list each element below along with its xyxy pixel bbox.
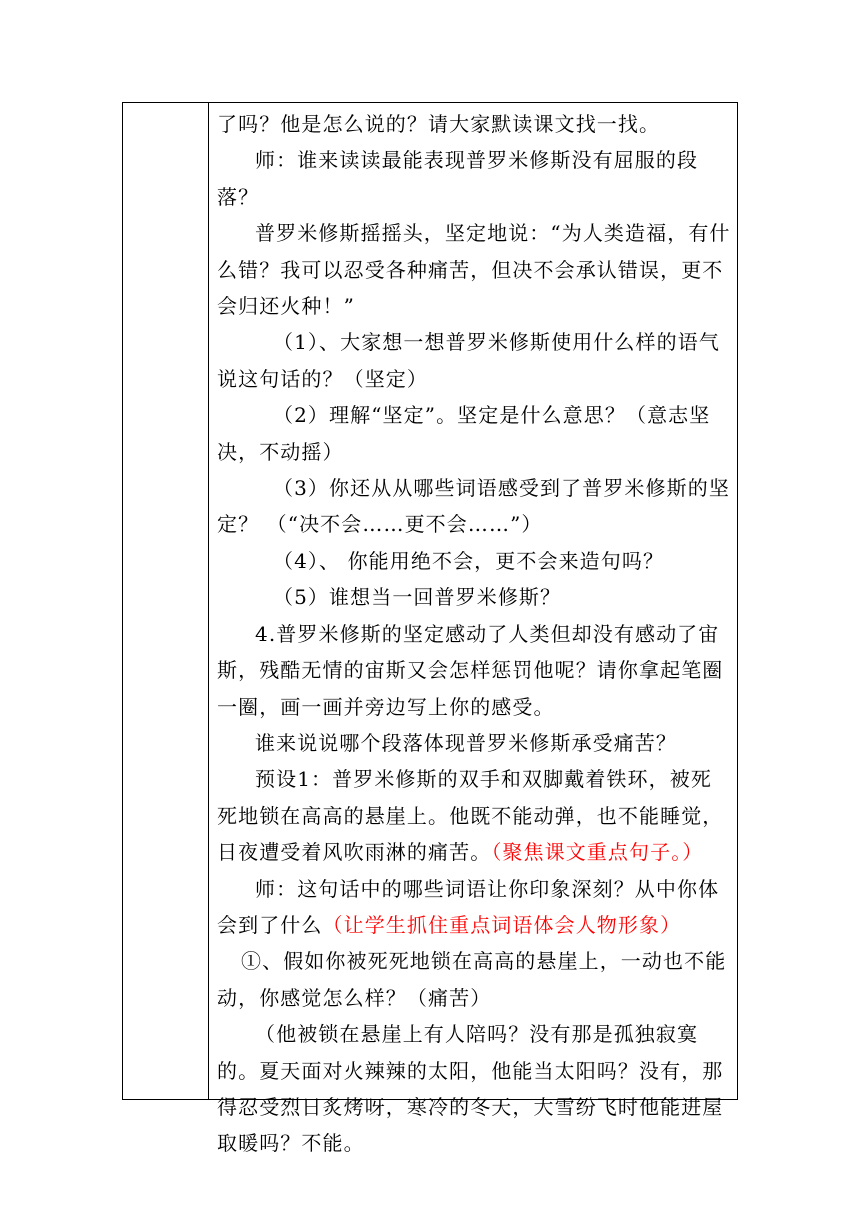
right-column-cell (209, 103, 737, 1156)
paragraph-circled-1: ①、假如你被死死地锁在高高的悬崖上，一动也不能动，你感觉怎么样？（痛苦） (217, 949, 727, 1010)
paragraph-who-says: 谁来说说哪个段落体现普罗米修斯承受痛苦？ (255, 730, 677, 755)
annotation-key-words: （让学生抓住重点词语体会人物形象） (322, 912, 682, 937)
paragraph-section-4: 4.普罗米修斯的坚定感动了人类但却没有感动了宙斯，残酷无情的宙斯又会怎样惩罚他呢？请你拿起笔圈一圈，画一画并旁边写上你的感受。 (217, 621, 724, 719)
paragraph-preset-1 (217, 761, 731, 870)
paragraph-step-2: （2）理解“坚定”。坚定是什么意思？（意志坚决，不动摇） (217, 403, 711, 464)
paragraph-teacher-question: 师：谁来读读最能表现普罗米修斯没有屈服的段落？ (217, 148, 699, 209)
paragraph-step-1: （1）、大家想一想普罗米修斯使用什么样的语气说这句话的？（坚定） (217, 330, 720, 391)
annotation-focus-sentence: （聚焦课文重点句子。） (491, 840, 704, 865)
left-column-cell (123, 103, 209, 1099)
preset-1-text: 预设1：普罗米修斯的双手和双脚戴着铁环，被死死地锁在高高的悬崖上。他既不能动弹，也不能睡觉，日夜遭受着风吹雨淋的痛苦。 (217, 767, 724, 865)
lesson-plan-table (122, 102, 738, 1156)
lesson-content (217, 106, 731, 1162)
paragraph-step-3: （3）你还从从哪些词语感受到了普罗米修斯的坚定？ （“决不会……更不会……”） (217, 476, 730, 537)
paragraph-quote: 普罗米修斯摇摇头，坚定地说：“为人类造福，有什么错？我可以忍受各种痛苦，但决不会承认错误，更不会归还火种！” (217, 221, 731, 319)
paragraph-intro-line: 了吗？他是怎么说的？请大家默读课文找一找。 (217, 112, 661, 136)
paragraph-step-5: （5）谁想当一回普罗米修斯？ (273, 585, 562, 610)
paragraph-step-4: （4）、 你能用绝不会，更不会来造句吗？ (273, 548, 665, 573)
teacher-words-text: 师：这句话中的哪些词语让你印象深刻？从中你体会到了什么 (217, 876, 720, 937)
paragraph-discussion: （他被锁在悬崖上有人陪吗？没有那是孤独寂寞的。夏天面对火辣辣的太阳，他能当太阳吗？没有，那得忍受烈日炙烤呀，寒冷的冬天，大雪纷飞时他能进屋取暖吗？不能。 (217, 1022, 724, 1156)
paragraph-teacher-words (217, 871, 731, 944)
